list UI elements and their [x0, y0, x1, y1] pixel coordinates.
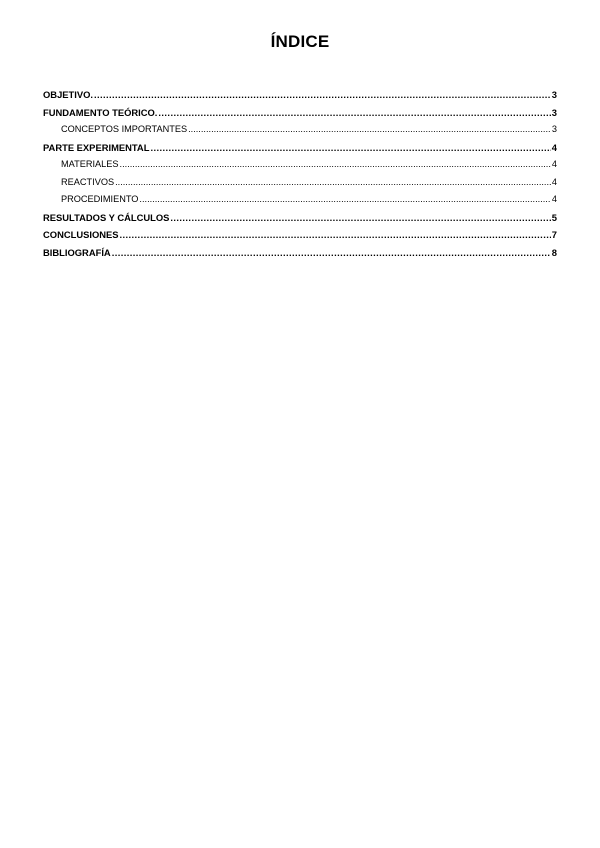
toc-dot-leader: [115, 177, 551, 187]
toc-entry-label: MATERIALES: [61, 159, 119, 169]
toc-entry-materiales[interactable]: [43, 159, 557, 177]
toc-dot-leader: [150, 142, 550, 153]
toc-page-number: 4: [551, 159, 557, 169]
toc-entry-objetivo[interactable]: [43, 89, 557, 107]
toc-dot-leader: [158, 107, 550, 118]
toc-entry-fundamento-teorico[interactable]: [43, 107, 557, 125]
toc-entry-label: RESULTADOS Y CÁLCULOS: [43, 211, 170, 223]
toc-entry-label: PROCEDIMIENTO: [61, 194, 139, 204]
toc-dot-leader: [139, 194, 550, 204]
toc-page-number: 8: [551, 246, 557, 258]
toc-dot-leader: [112, 247, 551, 258]
toc-entry-label: FUNDAMENTO TEÓRICO.: [43, 106, 158, 118]
toc-entry-label: BIBLIOGRAFÍA: [43, 246, 111, 258]
toc-page-number: 4: [551, 194, 557, 204]
toc-entry-reactivos[interactable]: [43, 177, 557, 195]
toc-dot-leader: [120, 229, 551, 240]
toc-page-number: 3: [551, 89, 557, 100]
toc-dot-leader: [120, 159, 551, 169]
toc-page-number: 3: [551, 124, 557, 134]
toc-entry-bibliografia[interactable]: [43, 247, 557, 265]
toc-page-number: 4: [551, 141, 557, 153]
toc-dot-leader: [170, 212, 550, 223]
toc-entry-parte-experimental[interactable]: [43, 142, 557, 160]
toc-entry-conceptos-importantes[interactable]: [43, 124, 557, 142]
toc-entry-label: REACTIVOS: [61, 176, 115, 187]
table-of-contents: [43, 89, 557, 264]
toc-entry-label: PARTE EXPERIMENTAL: [43, 141, 150, 153]
toc-entry-label: OBJETIVO.: [43, 89, 94, 100]
toc-page-number: 3: [551, 106, 557, 118]
toc-entry-label: CONCLUSIONES: [43, 229, 119, 240]
page-title: ÍNDICE: [270, 32, 330, 51]
toc-page-number: 5: [551, 211, 557, 223]
toc-page-number: 7: [551, 229, 557, 240]
toc-entry-conclusiones[interactable]: [43, 229, 557, 247]
toc-entry-label: CONCEPTOS IMPORTANTES: [61, 124, 188, 134]
toc-dot-leader: [94, 89, 551, 100]
toc-entry-resultados-y-calculos[interactable]: [43, 212, 557, 230]
toc-dot-leader: [188, 124, 551, 134]
toc-entry-procedimiento[interactable]: [43, 194, 557, 212]
toc-page-number: 4: [551, 176, 557, 187]
